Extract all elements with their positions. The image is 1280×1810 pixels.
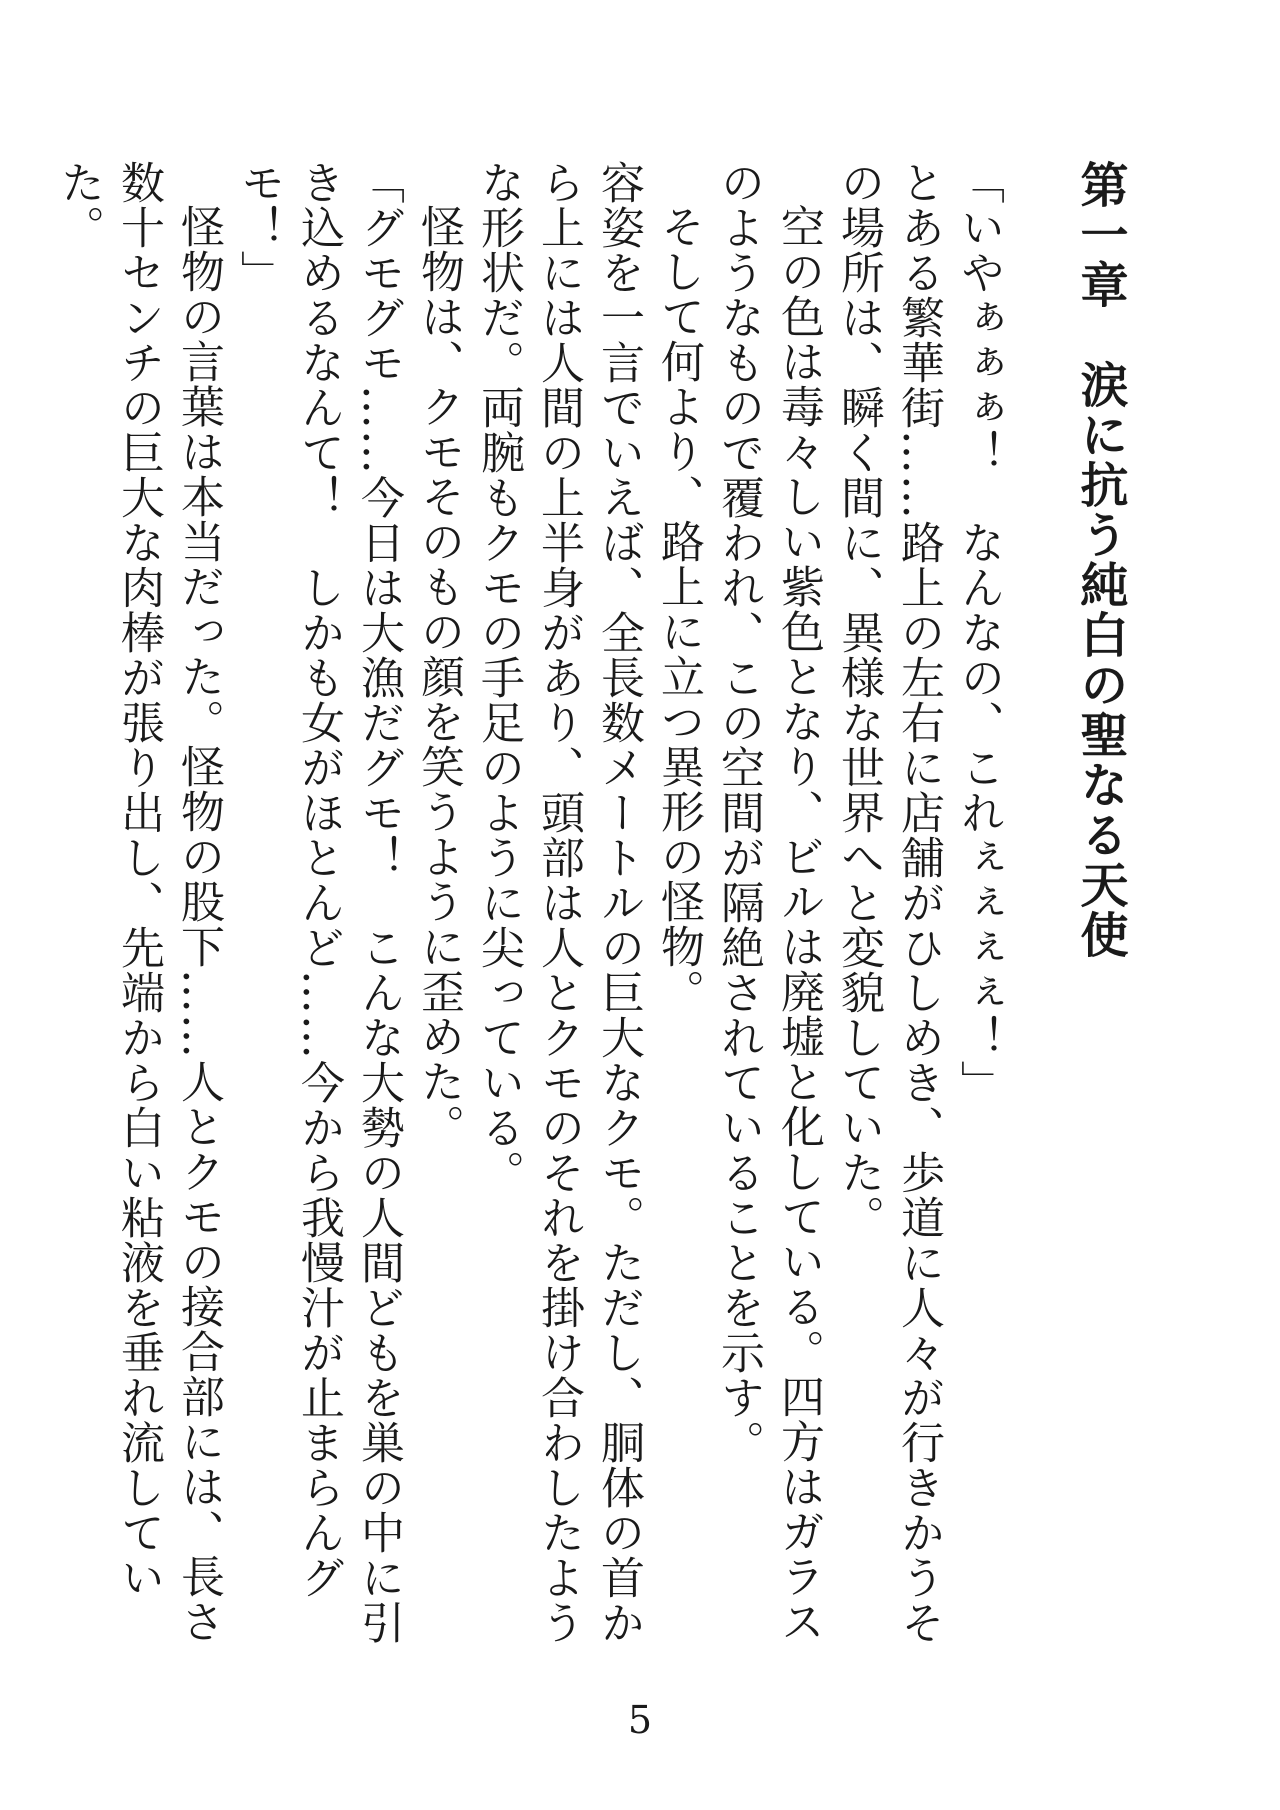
paragraph-1: 「いやぁぁぁ！ なんなの、これぇぇぇぇ！」 (953, 160, 1004, 1105)
paragraph-6: 怪物は、クモそのもの顔を笑うように歪めた。 (413, 204, 464, 1149)
paragraph-5: 容姿を一言でいえば、全長数メートルの巨大なクモ。ただし、胴体の首から上には人間の上半身があり、頭部は人とクモのそれを掛け合わしたような形状だ。両腕もクモの手足のように尖っている。 (473, 160, 644, 1645)
paragraph-3: 空の色は毒々しい紫色となり、ビルは廃墟と化している。四方はガラスのようなもので覆われ、この空間が隔絶されていることを示す。 (713, 160, 824, 1644)
paragraph-4: そして何より、路上に立つ異形の怪物。 (653, 204, 704, 1014)
vertical-text-body (48, 160, 1130, 1680)
paragraph-7: 「グモグモ……今日は大漁だグモ！ こんな大勢の人間どもを巣の中に引き込めるなんて！ しかも女がほとんど……今から我慢汁が止まらんグモ！」 (233, 160, 404, 1645)
paragraph-8: 怪物の言葉は本当だった。怪物の股下……人とクモの接合部には、長さ数十センチの巨大な肉棒が張り出し、先端から白い粘液を垂れ流していた。 (53, 160, 224, 1644)
chapter-title: 第一章 涙に抗う純白の聖なる天使 (1072, 160, 1128, 960)
page-number: 5 (627, 1698, 653, 1742)
paragraph-2: とある繁華街……路上の左右に店舗がひしめき、歩道に人々が行きかうその場所は、瞬く間に、異様な世界へと変貌していた。 (833, 160, 944, 1645)
